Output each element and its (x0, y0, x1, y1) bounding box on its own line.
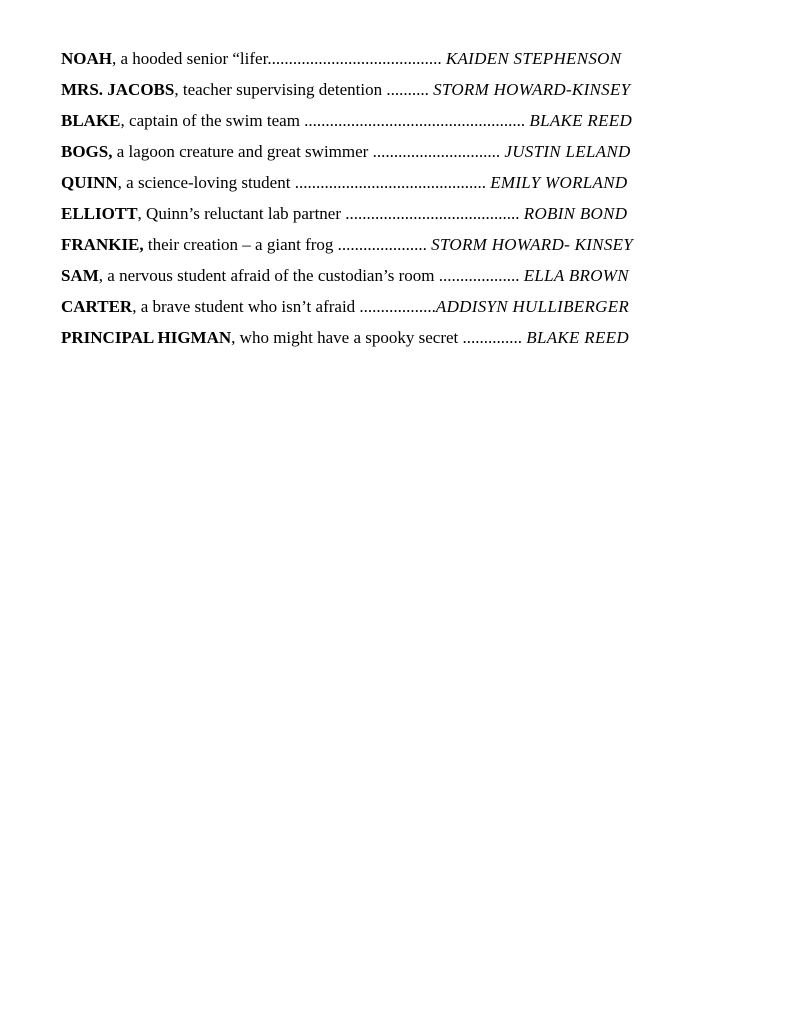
role-name: MRS. JACOBS (61, 80, 175, 99)
role-description: , a science-loving student (117, 173, 291, 192)
cast-entry-blake (61, 110, 761, 141)
cast-entry-frankie (61, 234, 761, 265)
dot-leader: .......... (386, 80, 429, 99)
dot-leader: .............. (462, 328, 523, 347)
role-description: , a hooded senior “lifer (112, 49, 268, 68)
role-name: BLAKE (61, 111, 121, 130)
actor-name: ADDISYN HULLIBERGER (435, 297, 630, 316)
dot-leader: ......................................... (345, 204, 520, 223)
cast-list (61, 48, 761, 358)
role-name: PRINCIPAL HIGMAN (61, 328, 232, 347)
dot-leader: ..................... (337, 235, 427, 254)
cast-entry-carter (61, 296, 761, 327)
role-description: , captain of the swim team (120, 111, 300, 130)
cast-entry-sam (61, 265, 761, 296)
actor-name: JUSTIN LELAND (504, 142, 631, 161)
dot-leader: .............................. (372, 142, 501, 161)
cast-entry-noah (61, 48, 761, 79)
actor-name: ROBIN BOND (523, 204, 628, 223)
cast-entry-principal-higman (61, 327, 761, 358)
role-description: , who might have a spooky secret (231, 328, 459, 347)
actor-name: STORM HOWARD- KINSEY (431, 235, 634, 254)
actor-name: ELLA BROWN (523, 266, 629, 285)
role-description: , a nervous student afraid of the custodian’s room (98, 266, 435, 285)
dot-leader: ......................................... (267, 49, 442, 68)
role-description: a lagoon creature and great swimmer (112, 142, 369, 161)
actor-name: KAIDEN STEPHENSON (445, 49, 622, 68)
role-description: their creation – a giant frog (143, 235, 334, 254)
role-name: ELLIOTT (61, 204, 138, 223)
role-name: QUINN (61, 173, 118, 192)
cast-entry-mrs-jacobs (61, 79, 761, 110)
actor-name: EMILY WORLAND (490, 173, 628, 192)
actor-name: STORM HOWARD-KINSEY (433, 80, 631, 99)
role-name: SAM (61, 266, 99, 285)
role-name: NOAH (61, 49, 112, 68)
role-name: CARTER (61, 297, 133, 316)
cast-entry-elliott (61, 203, 761, 234)
role-description: , teacher supervising detention (174, 80, 383, 99)
cast-entry-bogs (61, 141, 761, 172)
dot-leader: .................. (359, 297, 436, 316)
actor-name: BLAKE REED (529, 111, 633, 130)
dot-leader: ................... (438, 266, 520, 285)
dot-leader: ............................................. (294, 173, 486, 192)
role-name: BOGS, (61, 142, 113, 161)
role-name: FRANKIE, (61, 235, 144, 254)
role-description: , a brave student who isn’t afraid (132, 297, 356, 316)
dot-leader: .................................................... (304, 111, 526, 130)
actor-name: BLAKE REED (526, 328, 629, 347)
role-description: , Quinn’s reluctant lab partner (137, 204, 342, 223)
cast-entry-quinn (61, 172, 761, 203)
